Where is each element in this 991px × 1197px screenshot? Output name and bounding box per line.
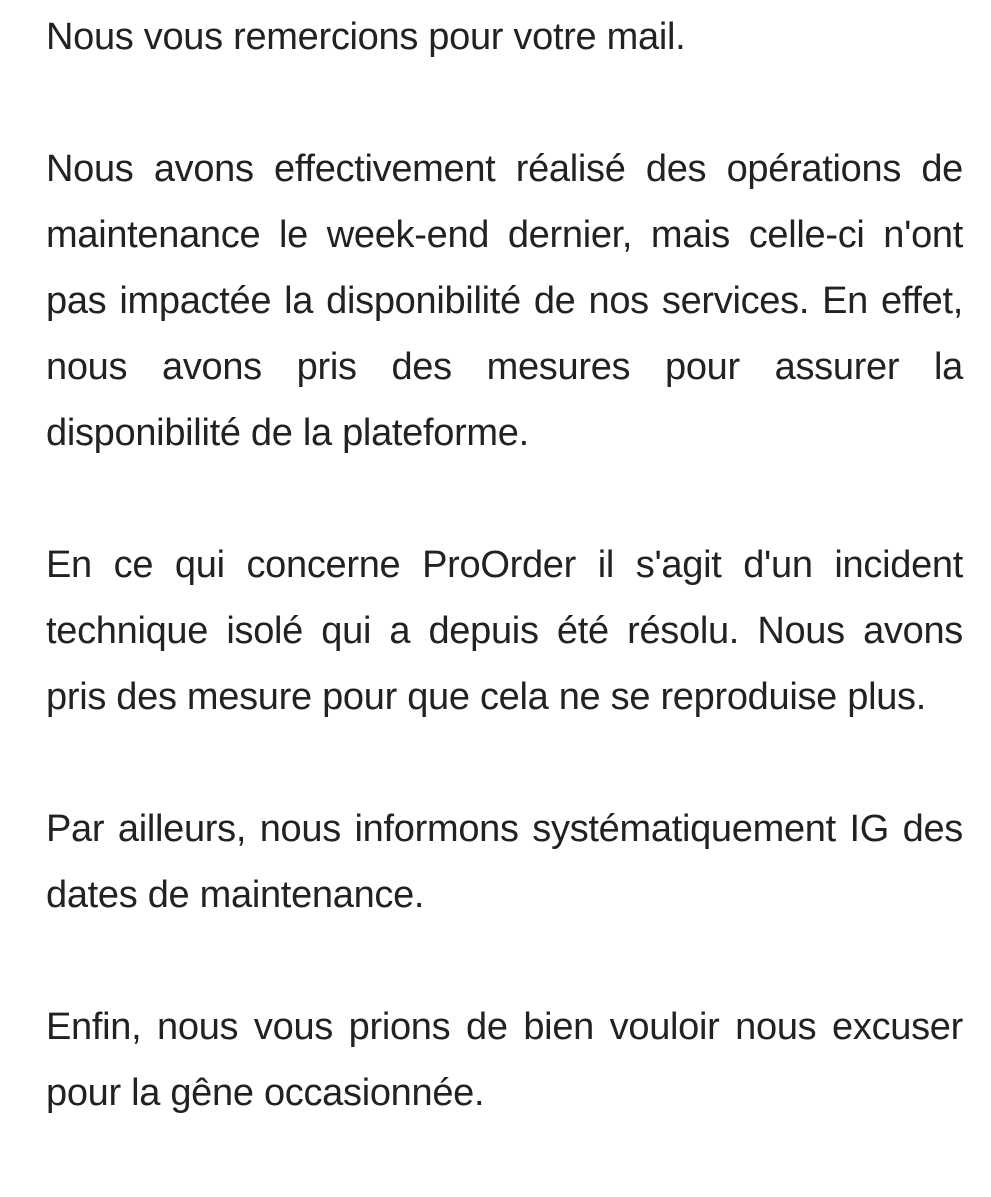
email-body [46, 4, 963, 1126]
paragraph-apology: Enfin, nous vous prions de bien vouloir nous excuser pour la gêne occasionnée. [46, 1006, 963, 1114]
paragraph-proorder-incident: En ce qui concerne ProOrder il s'agit d'un incident technique isolé qui a depuis été résolu. Nous avons pris des mesure pour que cela ne se reproduise plus. [46, 544, 963, 718]
paragraph-thanks: Nous vous remercions pour votre mail. [46, 16, 686, 58]
paragraph-ig-notification: Par ailleurs, nous informons systématiquement IG des dates de maintenance. [46, 808, 963, 916]
paragraph-maintenance: Nous avons effectivement réalisé des opérations de maintenance le week-end dernier, mais celle-ci n'ont pas impactée la disponibilité de nos services. En effet, nous avons pris des mesures pour assurer la disponibilité de la plateforme. [46, 148, 963, 454]
